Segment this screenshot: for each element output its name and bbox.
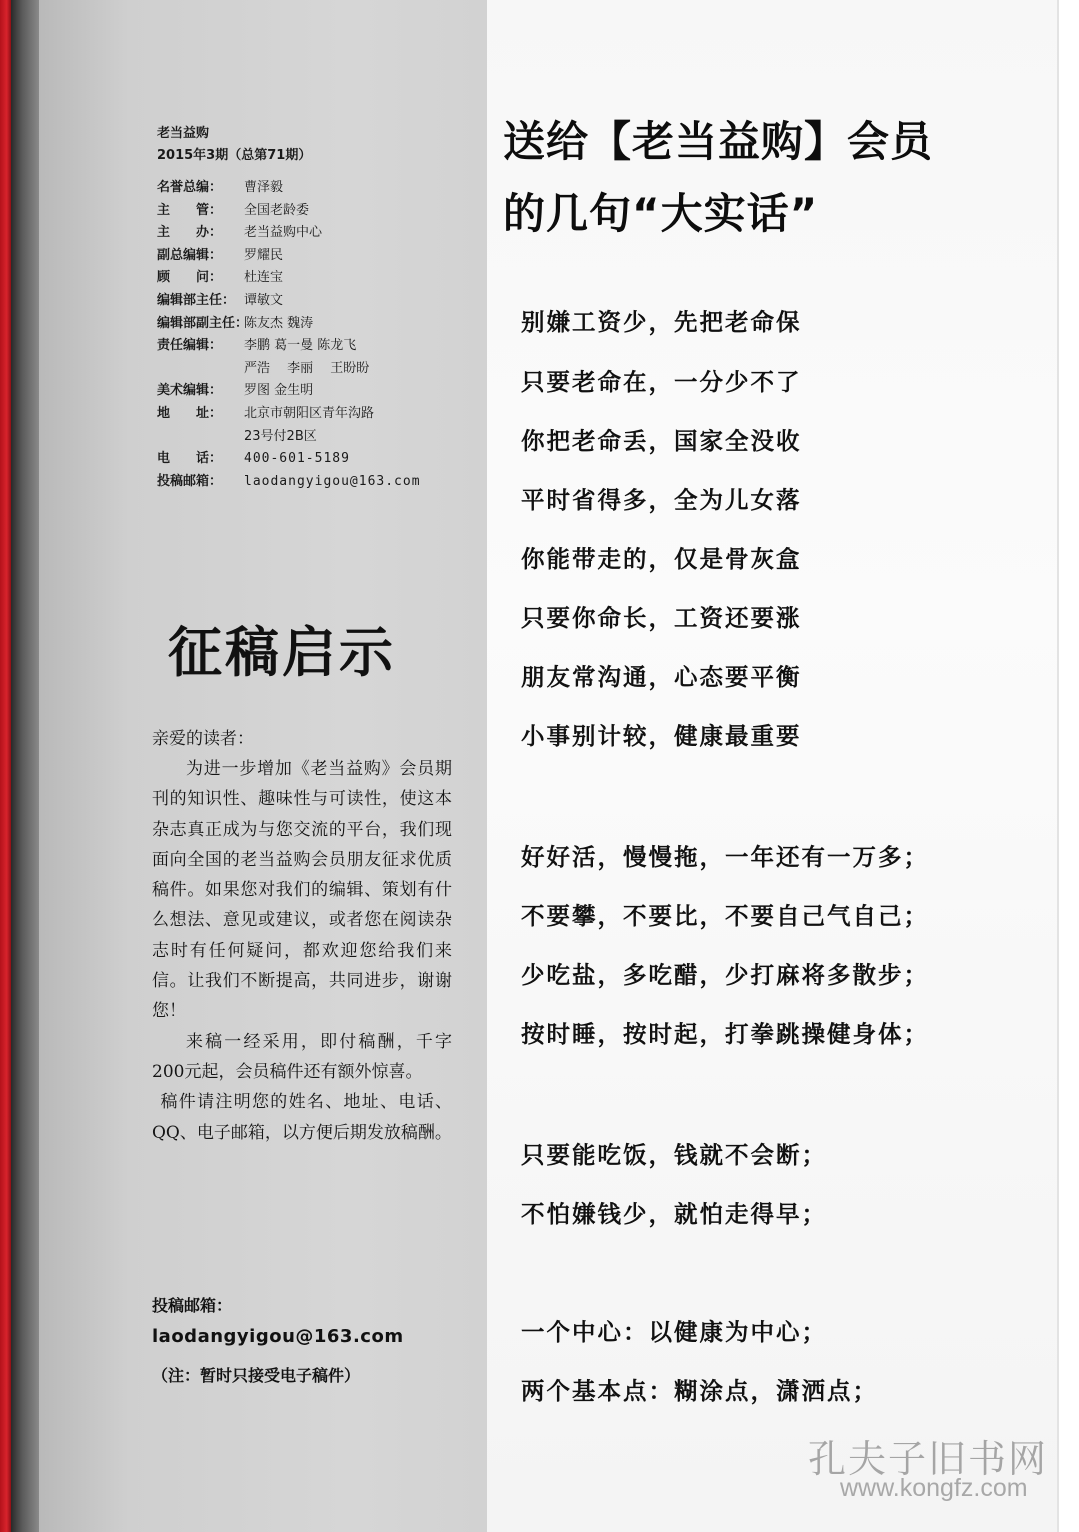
staff-role: 副总编辑： — [157, 247, 223, 263]
staff-role: 顾 问： — [157, 270, 223, 286]
staff-row — [157, 426, 477, 449]
verse-line: 两个基本点：糊涂点，潇洒点； — [521, 1377, 878, 1405]
call-for-papers-body — [152, 724, 452, 1148]
staff-row — [157, 448, 477, 471]
email-note: （注：暂时只接受电子稿件） — [152, 1366, 361, 1385]
verse-line: 你把老命丢，国家全没收 — [521, 427, 802, 455]
watermark-url: www.kongfz.com — [840, 1474, 1028, 1502]
binding-shadow — [11, 0, 39, 1532]
verse-line: 只要老命在，一分少不了 — [521, 368, 802, 396]
staff-value: 罗耀民 — [244, 247, 284, 263]
staff-value: 陈友杰 魏涛 — [244, 315, 314, 331]
verse-line: 朋友常沟通，心态要平衡 — [521, 663, 802, 691]
email-label: 投稿邮箱： — [152, 1296, 233, 1315]
staff-row — [157, 403, 477, 426]
article-title-line-1: 送给【老当益购】会员 — [503, 117, 934, 166]
staff-value: 全国老龄委 — [244, 202, 310, 218]
staff-value: laodangyigou@163.com — [244, 473, 421, 489]
staff-role: 名誉总编： — [157, 180, 223, 195]
staff-role: 主 办： — [157, 225, 223, 241]
greeting: 亲爱的读者： — [152, 729, 254, 749]
staff-value: 罗图 金生明 — [244, 383, 314, 399]
staff-row — [157, 177, 477, 200]
staff-role: 主 管： — [157, 202, 223, 218]
staff-role: 美术编辑： — [157, 383, 223, 399]
staff-role: 责任编辑： — [157, 338, 223, 354]
verse-line: 只要能吃饭，钱就不会断； — [521, 1141, 827, 1169]
call-paragraph-1: 为进一步增加《老当益购》会员期刊的知识性、趣味性与可读性，使这本杂志真正成为与您交流的平台，我们现面向全国的老当益购会员朋友征求优质稿件。如果您对我们的编辑、策划有什么想法、意见或建议，或者您在阅读杂志时有任何疑问，都欢迎您给我们来信。让我们不断提高，共同进步，谢谢您！ — [152, 759, 452, 1022]
red-cover-edge — [0, 0, 11, 1532]
staff-value: 曹泽毅 — [244, 180, 284, 195]
article-title — [503, 106, 1023, 250]
staff-row — [157, 471, 477, 494]
verse-line: 一个中心：以健康为中心； — [521, 1318, 827, 1346]
staff-row — [157, 222, 477, 245]
verse-line: 少吃盐，多吃醋，少打麻将多散步； — [521, 961, 929, 989]
verse-line: 别嫌工资少，先把老命保 — [521, 308, 802, 336]
page-edge — [1057, 0, 1079, 1532]
staff-row — [157, 267, 477, 290]
staff-value: 李鹏 葛一曼 陈龙飞 — [244, 338, 357, 354]
staff-row — [157, 290, 477, 313]
verse-line: 按时睡，按时起，打拳跳操健身体； — [521, 1020, 929, 1048]
staff-row — [157, 200, 477, 223]
submission-email: laodangyigou@163.com — [152, 1326, 404, 1347]
staff-row — [157, 335, 477, 358]
staff-row — [157, 358, 477, 381]
staff-value: 老当益购中心 — [244, 225, 323, 241]
staff-role — [157, 426, 244, 449]
masthead — [157, 123, 477, 493]
verse-line: 不要攀，不要比，不要自己气自己； — [521, 902, 929, 930]
publication-name: 老当益购 — [157, 126, 210, 141]
verse-line: 平时省得多，全为儿女落 — [521, 486, 802, 514]
call-paragraph-3: 稿件请注明您的姓名、地址、电话、QQ、电子邮箱，以方便后期发放稿酬。 — [152, 1092, 452, 1143]
article-title-line-2: 的几句“大实话” — [503, 189, 819, 238]
staff-value: 杜连宝 — [244, 270, 284, 286]
verse-line: 不怕嫌钱少，就怕走得早； — [521, 1200, 827, 1228]
staff-row — [157, 245, 477, 268]
verse-line: 你能带走的，仅是骨灰盒 — [521, 545, 802, 573]
staff-value: 严浩 李丽 王盼盼 — [244, 360, 370, 376]
watermark-brand: 孔夫子旧书网 — [808, 1437, 1049, 1481]
staff-list — [157, 177, 477, 493]
call-paragraph-2: 来稿一经采用，即付稿酬，千字200元起，会员稿件还有额外惊喜。 — [152, 1031, 452, 1082]
staff-row — [157, 313, 477, 336]
call-for-papers-title: 征稿启示 — [168, 620, 396, 684]
staff-value: 23号付2B区 — [244, 428, 317, 444]
staff-value: 北京市朝阳区青年沟路 — [244, 405, 375, 421]
staff-role: 投稿邮箱： — [157, 473, 223, 489]
staff-row — [157, 380, 477, 403]
staff-role: 编辑部副主任： — [157, 315, 249, 331]
staff-role: 电 话： — [157, 451, 223, 467]
verse-line: 好好活，慢慢拖，一年还有一万多； — [521, 843, 929, 871]
staff-value: 400-601-5189 — [244, 451, 350, 467]
staff-role — [157, 358, 244, 381]
issue-number: 2015年3期（总第71期） — [157, 148, 312, 163]
staff-role: 编辑部主任： — [157, 292, 236, 308]
staff-value: 谭敏文 — [244, 292, 284, 308]
verse-line: 只要你命长，工资还要涨 — [521, 604, 802, 632]
verse-line: 小事别计较，健康最重要 — [521, 722, 802, 750]
staff-role: 地 址： — [157, 405, 223, 421]
